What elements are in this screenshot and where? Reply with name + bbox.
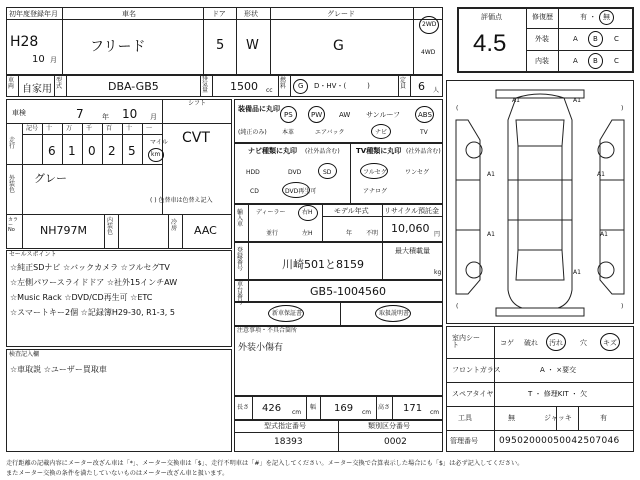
equip-leather: 本革 — [282, 129, 295, 136]
ac-value: AAC — [194, 224, 217, 237]
navi-cd: CD — [250, 188, 259, 195]
inspection-year: 7 — [76, 107, 84, 121]
fuel-label: 燃料 — [280, 77, 287, 90]
navi-dvd: DVD — [288, 169, 302, 176]
recycle-label: リサイクル預託金 — [384, 207, 440, 215]
plate-value: 川崎501と8159 — [282, 258, 364, 271]
notes-label: 注意事項・不具合箇所 — [237, 327, 298, 334]
repair-label: 修復歴 — [532, 13, 553, 21]
tv-analog: アナログ — [363, 188, 388, 195]
warranty-manual: 取扱説明書 — [379, 310, 410, 317]
interior-grade-label: 内装 — [535, 57, 549, 65]
exterior-color-value: グレー — [34, 172, 67, 185]
jack-label: ジャッキ — [544, 414, 572, 422]
navi-sd: SD — [323, 169, 332, 176]
grade-label: グレード — [327, 10, 355, 18]
class-label: 類別区分番号 — [368, 422, 410, 430]
plate-label: 登録番号 — [237, 247, 244, 272]
mileage-unit-header: 記号 — [26, 125, 39, 132]
tv-oneseg: ワンセグ — [405, 169, 430, 176]
mileage-digit: 6 — [48, 144, 56, 158]
windshield-value: A ・ ×要交 — [540, 366, 577, 374]
sheet-yogore: 汚れ — [549, 339, 563, 347]
disp-value: 1500 — [230, 80, 258, 93]
inspection-label: 車検 — [12, 109, 26, 117]
repair-opts: 有 ・ — [580, 13, 597, 21]
diagram-mark-4: A1 — [597, 171, 605, 178]
diagram-mark-5: A1 — [487, 231, 495, 238]
mileage-unit-header: 万 — [66, 125, 73, 132]
capacity-label: 定員 — [400, 77, 407, 90]
mileage-digit: 0 — [88, 144, 96, 158]
car-name-label: 車名 — [122, 10, 136, 18]
interior-color-label: 内装色 — [107, 217, 114, 236]
footer-line-1: 走行距離の記載内容にメーター改ざん車は「*」、メーター交換車は「$」、走行不明車は「#」を記入してください。メーター交換で合算表示した場合にも「$」は必ず記入してください。 — [6, 460, 524, 467]
type-value: DBA-GB5 — [108, 80, 159, 93]
sheet-yabure: 破れ — [524, 339, 538, 347]
tv-fullseg: フルセグ — [363, 169, 387, 176]
type-label: 型式 — [56, 77, 63, 90]
tools-label: 工具 — [458, 414, 472, 422]
width-value: 169 — [334, 403, 354, 414]
exterior-a: A — [573, 35, 578, 43]
disp-label: 排気量 — [202, 75, 209, 94]
width-label: 幅 — [310, 404, 317, 411]
notes-box — [234, 326, 443, 396]
sales-line-1: ☆純正SDナビ ☆バックカメラ ☆フルセグTV — [10, 263, 170, 272]
jack-value: 有 — [600, 414, 607, 422]
equip-ps: PS — [284, 111, 293, 119]
designation-label: 型式指定番号 — [264, 422, 306, 430]
navi-dvd-playback: DVD再生可 — [285, 188, 317, 195]
diagram-mark-1: A1 — [512, 97, 520, 104]
equip-tv: TV — [420, 129, 428, 136]
sheet-ana: 穴 — [580, 339, 587, 347]
equip-sunroof: サンルーフ — [366, 111, 401, 119]
equip-navi: ナビ — [375, 129, 388, 136]
mileage-unit-header: 十 — [46, 125, 53, 132]
recycle-unit: 円 — [434, 231, 441, 238]
diagram-mark-7: A1 — [573, 269, 581, 276]
mileage-unit-label: マイル — [150, 139, 168, 146]
mgmt-label: 管理番号 — [450, 437, 478, 445]
first-reg-era: H28 — [10, 34, 39, 50]
windshield-label: フロントガラス — [452, 366, 501, 374]
color-no-value: NH797M — [40, 224, 87, 237]
svg-text:(: ( — [456, 105, 459, 112]
first-reg-month: 10 — [32, 54, 45, 65]
inspection-month: 10 — [122, 107, 138, 121]
first-reg-month-unit: 月 — [50, 56, 57, 64]
navi-title: ナビ種類に丸印 — [248, 147, 297, 155]
usage-label: 車両 — [8, 77, 15, 90]
vehicle-row — [6, 75, 443, 97]
rating-label: 評価点 — [481, 13, 502, 21]
mileage-digit: 2 — [108, 144, 116, 158]
ac-label: 冷房 — [171, 219, 178, 232]
tools-value: 無 — [508, 414, 515, 422]
disp-unit: cc — [266, 87, 273, 94]
drive-2wd: 2WD — [422, 21, 437, 28]
rating-score: 4.5 — [473, 30, 507, 57]
import-dealer: ディーラー — [256, 209, 286, 216]
exterior-b: B — [593, 35, 598, 43]
model-year-unit: 年 — [346, 230, 353, 237]
car-diagram — [446, 80, 634, 324]
height-value: 171 — [403, 403, 423, 414]
interior-sheet-label: 室内シート — [452, 334, 480, 349]
interior-b: B — [593, 57, 598, 65]
equip-aw: AW — [339, 111, 351, 119]
height-label: 高さ — [378, 404, 391, 411]
diagram-mark-6: A1 — [600, 231, 608, 238]
exterior-c: C — [614, 35, 619, 43]
car-name: フリード — [90, 39, 146, 55]
usage-value: 自家用 — [22, 84, 52, 95]
spare-label: スペアタイヤ — [452, 390, 494, 398]
navi-note: (社外品含む) — [305, 148, 340, 155]
import-parallel: 並行 — [266, 230, 279, 237]
shift-label: シフト — [188, 100, 207, 107]
equipment-subtitle: (純正のみ) — [238, 129, 267, 136]
diagram-mark-2: A1 — [573, 97, 581, 104]
model-year-label: モデル年式 — [334, 207, 369, 215]
width-unit: cm — [362, 409, 372, 416]
sales-line-4: ☆スマートキー2個 ☆記録簿H29-30, R1-3, 5 — [10, 308, 175, 317]
interior-a: A — [573, 57, 578, 65]
length-value: 426 — [262, 403, 282, 414]
mileage-unit-header: 千 — [86, 125, 93, 132]
navi-hdd: HDD — [246, 169, 260, 176]
length-label: 長さ — [237, 404, 250, 411]
mileage-digit: 1 — [68, 144, 76, 158]
import-left: 左H — [302, 230, 313, 237]
svg-text:): ) — [621, 303, 624, 310]
import-right: 右H — [302, 209, 313, 216]
sales-line-2: ☆左側パワースライドドア ☆社外15インチAW — [10, 278, 178, 287]
capacity-unit: 人 — [433, 87, 440, 94]
svg-text:): ) — [621, 105, 624, 112]
class-value: 0002 — [384, 437, 407, 447]
fuel-selected: G — [298, 82, 304, 90]
length-unit: cm — [292, 409, 302, 416]
drive-4wd: 4WD — [421, 49, 436, 56]
inspection-month-unit: 月 — [150, 113, 157, 121]
shift-value: CVT — [182, 130, 210, 146]
svg-text:(: ( — [456, 303, 459, 310]
tv-title: TV種類に丸印 — [356, 147, 402, 155]
mgmt-value: 09502000050042507046 — [499, 436, 620, 446]
notes-value: 外装小傷有 — [238, 343, 284, 353]
sales-points-label: セールスポイント — [9, 251, 57, 258]
recycle-value: 10,060 — [391, 222, 430, 235]
color-no-label: カラーNo — [8, 217, 19, 233]
height-unit: cm — [430, 409, 440, 416]
mileage-digit: 5 — [128, 144, 136, 158]
max-load-label: 最大積載量 — [395, 247, 430, 255]
exterior-color-note: ( ) 色替車は色替え記入 — [150, 197, 213, 204]
interior-c: C — [614, 57, 619, 65]
sheet-kizu: キズ — [603, 339, 617, 347]
frame-label: 車台番号 — [237, 281, 244, 306]
frame-value: GB5-1004560 — [310, 285, 387, 298]
equipment-title: 装備品に丸印 — [238, 105, 280, 113]
mileage-unit: km — [151, 151, 161, 158]
footer-line-2: またメーター交換の条件を満たしていないものはメーター改ざん車と扱います。 — [6, 470, 229, 477]
tv-note: (社外品含む) — [406, 148, 441, 155]
mileage-unit-header: 一 — [146, 125, 153, 132]
import-label: 輸入車 — [237, 209, 244, 228]
mileage-label: 走行 — [9, 137, 16, 150]
fuel-opts: D・HV・( ) — [314, 82, 370, 90]
warranty-new: 新車保証書 — [272, 310, 303, 317]
inspector-line-1: ☆車取説 ☆ユーザー買取車 — [10, 365, 107, 374]
mileage-unit-header: 十 — [126, 125, 133, 132]
exterior-grade-label: 外装 — [535, 35, 549, 43]
sheet-koge: コゲ — [500, 339, 514, 347]
max-load-unit: kg — [434, 269, 442, 276]
shape: W — [246, 38, 259, 53]
doors: 5 — [216, 38, 225, 53]
warranty-row — [234, 302, 443, 326]
repair-selected: 無 — [603, 13, 610, 21]
exterior-color-label: 外装色 — [9, 175, 16, 194]
sales-line-3: ☆Music Rack ☆DVD/CD再生可 ☆ETC — [10, 293, 153, 302]
spare-value: T ・ 修理KIT ・ 欠 — [528, 390, 588, 398]
mileage-unit-header: 百 — [106, 125, 113, 132]
equip-airbag: エアバック — [315, 129, 345, 136]
inspector-label: 検査記入欄 — [9, 351, 40, 358]
capacity-value: 6 — [418, 80, 425, 93]
grade: G — [333, 38, 344, 54]
door-label: ドア — [212, 10, 226, 18]
equip-pw: PW — [311, 111, 323, 119]
designation-value: 18393 — [274, 437, 303, 447]
equip-abs: ABS — [418, 111, 432, 119]
first-reg-label: 初年度登録年月 — [9, 10, 58, 18]
inspection-year-unit: 年 — [102, 113, 109, 121]
model-year-unknown: 不明 — [366, 230, 379, 237]
shape-label: 形状 — [244, 10, 258, 18]
diagram-mark-3: A1 — [487, 171, 495, 178]
